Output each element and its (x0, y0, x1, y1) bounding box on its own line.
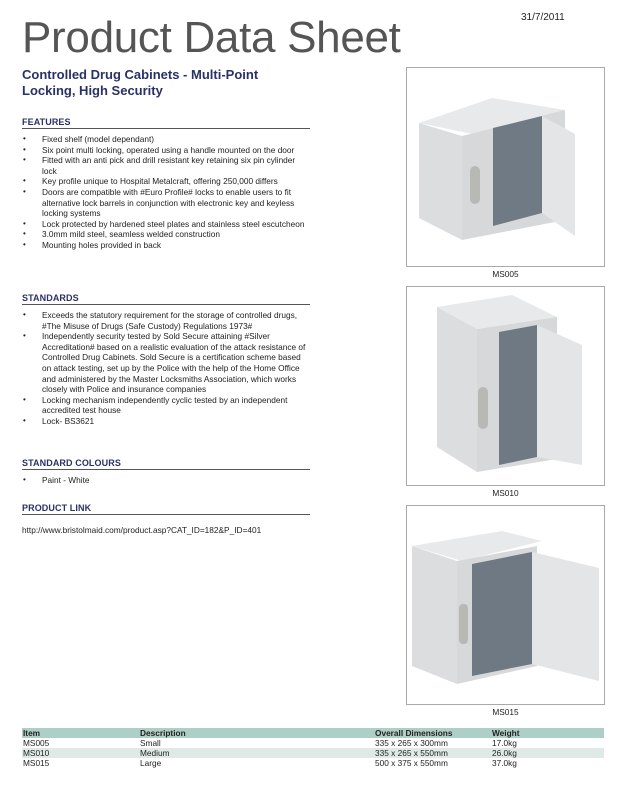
table-cell: 26.0kg (491, 748, 604, 758)
image-caption: MS010 (492, 488, 519, 498)
bullet-icon: • (23, 155, 26, 165)
table-header-row (22, 728, 604, 738)
medium-cabinet-photo (406, 286, 605, 486)
handle-icon (470, 166, 480, 204)
feature-item: • Lock protected by hardened steel plates and stainless steel escutcheon (23, 218, 305, 229)
table-cell: Small (140, 738, 161, 748)
table-cell: Medium (139, 748, 374, 758)
cabinet-door (537, 325, 582, 465)
standards-list (22, 310, 310, 427)
product-table (22, 728, 604, 768)
bullet-icon: • (23, 176, 26, 186)
bullet-icon: • (23, 310, 26, 319)
standards-heading: STANDARDS (22, 293, 310, 305)
features-list (22, 134, 310, 251)
product-subtitle: Controlled Drug Cabinets - Multi-Point Locking, High Security (22, 67, 259, 98)
feature-item: • Key profile unique to Hospital Metalcraft, offering 250,000 differs (23, 176, 278, 187)
table-row (22, 748, 604, 758)
bullet-icon: • (23, 218, 26, 228)
date-label: 31/7/2011 (521, 12, 565, 23)
cabinet-side (419, 123, 462, 240)
bullet-icon: • (23, 415, 26, 425)
table-cell: 335 x 265 x 550mm (374, 748, 491, 758)
standard-item: • Lock- BS3621 (23, 415, 95, 426)
table-cell: MS015 (23, 758, 50, 768)
feature-item: • Doors are compatible with #Euro Profile# locks to enable users to fit alternative lock barrels in conjunction with electronic key and keyless locking systems (23, 186, 295, 219)
table-cell: 17.0kg (492, 738, 517, 748)
column-header: Overall Dimensions (374, 728, 491, 738)
colours-section (22, 458, 310, 486)
table-cell: 500 x 375 x 550mm (375, 758, 448, 768)
cabinet-door (532, 552, 599, 681)
colour-item: • Paint - White (23, 475, 90, 485)
handle-icon (459, 604, 468, 644)
small-cabinet-photo (406, 67, 605, 267)
colours-heading: STANDARD COLOURS (22, 458, 310, 470)
image-caption: MS005 (492, 269, 519, 279)
image-caption: MS015 (492, 707, 519, 717)
cabinet-interior (499, 325, 537, 465)
page-title: Product Data Sheet (22, 13, 401, 62)
colours-list (22, 475, 310, 486)
column-header: Weight (491, 728, 604, 738)
standards-section (22, 293, 310, 427)
cabinet-interior (472, 552, 532, 676)
standard-item: • Exceeds the statutory requirement for the storage of controlled drugs, #The Misuse of Drugs (Safe Custody) Regulations 1973# (23, 310, 298, 331)
cabinet-illustration (407, 68, 604, 266)
features-section (22, 117, 310, 251)
table-cell: 335 x 265 x 300mm (375, 738, 448, 748)
bullet-icon: • (23, 331, 26, 341)
standard-item: • Independently security tested by Sold Secure attaining #Silver Accreditation# based on a realistic evaluation of the attack resistance of Controlled Drug Cabinets. Sold Secure is a certification scheme based on attack testing, set up by the Police with the help of the Home Office and administered by the Master Locksmiths Association, which works closely with Police and insurance companies (23, 331, 306, 395)
feature-item: • Fixed shelf (model dependant) (23, 134, 155, 144)
product-link[interactable]: http://www.bristolmaid.com/product.asp?CAT_ID=182&P_ID=401 (22, 525, 262, 535)
bullet-icon: • (23, 229, 26, 239)
cabinet-side (437, 307, 477, 472)
product-link-section (22, 503, 310, 538)
cabinet-illustration (407, 506, 604, 704)
feature-item: • Six point multi locking, operated using a handle mounted on the door (23, 144, 295, 155)
column-header: Item (22, 728, 139, 738)
table-cell: MS010 (22, 748, 139, 758)
cabinet-side (412, 546, 457, 684)
handle-icon (478, 387, 488, 429)
features-heading: FEATURES (22, 117, 310, 129)
table-row (22, 738, 604, 748)
bullet-icon: • (23, 239, 26, 249)
table-cell: Large (140, 758, 162, 768)
table-cell: 37.0kg (492, 758, 517, 768)
cabinet-interior (493, 116, 542, 226)
cabinet-illustration (407, 287, 604, 485)
product-link-heading: PRODUCT LINK (22, 503, 310, 515)
table-row (22, 758, 604, 768)
feature-item: • 3.0mm mild steel, seamless welded construction (23, 229, 220, 240)
feature-item: • Mounting holes provided in back (23, 239, 161, 250)
large-cabinet-photo (406, 505, 605, 705)
bullet-icon: • (23, 394, 26, 404)
bullet-icon: • (23, 186, 26, 196)
bullet-icon: • (23, 475, 26, 484)
bullet-icon: • (23, 144, 26, 154)
table-cell: MS005 (23, 738, 50, 748)
bullet-icon: • (23, 134, 26, 143)
standard-item: • Locking mechanism independently cyclic tested by an independent accredited test house (23, 394, 288, 416)
column-header: Description (139, 728, 374, 738)
feature-item: • Fitted with an anti pick and drill resistant key retaining six pin cylinder lock (23, 155, 296, 176)
